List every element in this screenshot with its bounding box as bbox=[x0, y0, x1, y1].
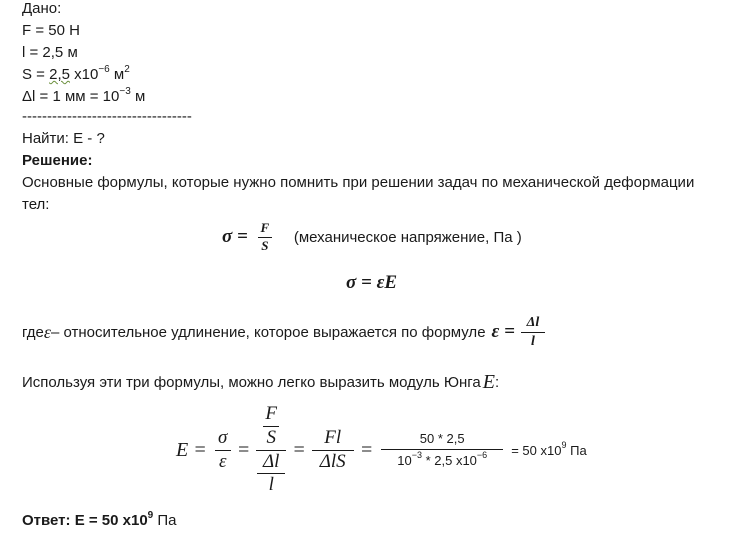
solution-heading: Решение: bbox=[22, 152, 93, 169]
given-area-mult: x10 bbox=[69, 66, 99, 83]
strain-formula-lhs: ε = bbox=[491, 321, 515, 342]
frac3-num: Fl bbox=[324, 426, 342, 448]
answer-unit: Па bbox=[153, 512, 177, 529]
formula-stress-num: F bbox=[260, 220, 270, 236]
frac1-den: ε bbox=[218, 450, 227, 472]
formula-stress-den: S bbox=[261, 237, 269, 253]
result-unit: Па bbox=[566, 442, 587, 458]
eq3: = bbox=[359, 438, 374, 461]
given-divider: ---------------------------------- bbox=[22, 108, 192, 125]
given-heading: Дано: bbox=[22, 0, 62, 17]
strain-line bbox=[22, 310, 545, 354]
frac4-den-a-exp: −3 bbox=[411, 450, 422, 460]
given-force: F = 50 Н bbox=[22, 22, 80, 39]
frac3-den: ΔlS bbox=[319, 450, 346, 472]
strain-text-b: – относительное удлинение, которое выражается по формуле bbox=[51, 323, 486, 341]
frac4-den-b-exp: −6 bbox=[476, 450, 488, 460]
result-value: = 50 x10 bbox=[511, 442, 562, 458]
young-formula bbox=[176, 402, 587, 498]
frac2-den-num: Δl bbox=[263, 450, 280, 472]
frac2-den-den: l bbox=[268, 474, 274, 496]
given-area-prefix: S = bbox=[22, 66, 50, 83]
answer-label: Ответ: Е = 50 x10 bbox=[22, 512, 148, 529]
formula-hooke: σ = εE bbox=[346, 272, 398, 293]
given-elongation bbox=[22, 88, 145, 108]
frac4-num: 50 * 2,5 bbox=[419, 430, 465, 446]
young-formula-frac3 bbox=[312, 428, 354, 473]
strain-text-a: где bbox=[22, 323, 44, 341]
given-area-value: 2,5 bbox=[49, 66, 70, 83]
given-elongation-exp: −3 bbox=[119, 86, 131, 97]
frac2-num-num: F bbox=[265, 402, 278, 424]
solution-intro-line2: тел: bbox=[22, 196, 50, 213]
young-text: Используя эти три формулы, можно легко выразить модуль Юнга bbox=[22, 373, 481, 391]
formula-stress-lhs: σ = bbox=[222, 226, 248, 247]
given-area-unit: м bbox=[109, 66, 125, 83]
find-label: Найти: Е - ? bbox=[22, 130, 105, 147]
strain-formula-num: Δl bbox=[526, 315, 540, 331]
frac1-num: σ bbox=[218, 426, 228, 448]
strain-formula-fraction bbox=[521, 315, 545, 349]
frac2-numerator bbox=[263, 404, 279, 449]
strain-formula-den: l bbox=[530, 333, 535, 349]
given-area bbox=[22, 66, 130, 86]
solution-intro-line1: Основные формулы, которые нужно помнить при решении задач по механической деформации bbox=[22, 174, 695, 191]
formula-stress bbox=[222, 214, 522, 260]
young-formula-result bbox=[511, 439, 587, 458]
given-elongation-prefix: Δl = 1 мм = 10 bbox=[22, 88, 120, 105]
given-elongation-unit: м bbox=[130, 88, 146, 105]
frac4-den-b: * 2,5 x10 bbox=[421, 453, 477, 468]
young-formula-frac1 bbox=[215, 428, 231, 473]
young-formula-lhs: E = bbox=[176, 438, 207, 461]
given-length: l = 2,5 м bbox=[22, 44, 78, 61]
young-formula-frac4 bbox=[381, 432, 503, 469]
given-area-unit-exp: 2 bbox=[124, 64, 130, 75]
frac4-den bbox=[381, 451, 503, 468]
young-symbol: E bbox=[482, 370, 495, 393]
young-line bbox=[22, 370, 499, 394]
frac2-num-den: S bbox=[266, 426, 276, 448]
formula-stress-note: (механическое напряжение, Па ) bbox=[293, 228, 522, 246]
answer-exp: 9 bbox=[147, 510, 154, 521]
given-area-exp: −6 bbox=[98, 64, 110, 75]
formula-stress-fraction bbox=[258, 221, 272, 253]
eq2: = bbox=[292, 438, 306, 461]
result-exp: 9 bbox=[561, 439, 567, 450]
frac4-den-a: 10 bbox=[397, 453, 412, 468]
answer-line bbox=[22, 512, 177, 532]
strain-symbol: ε bbox=[43, 321, 51, 342]
eq1: = bbox=[236, 438, 251, 461]
frac2-denominator bbox=[257, 452, 285, 497]
young-formula-frac2 bbox=[256, 404, 286, 497]
young-colon: : bbox=[494, 373, 500, 391]
